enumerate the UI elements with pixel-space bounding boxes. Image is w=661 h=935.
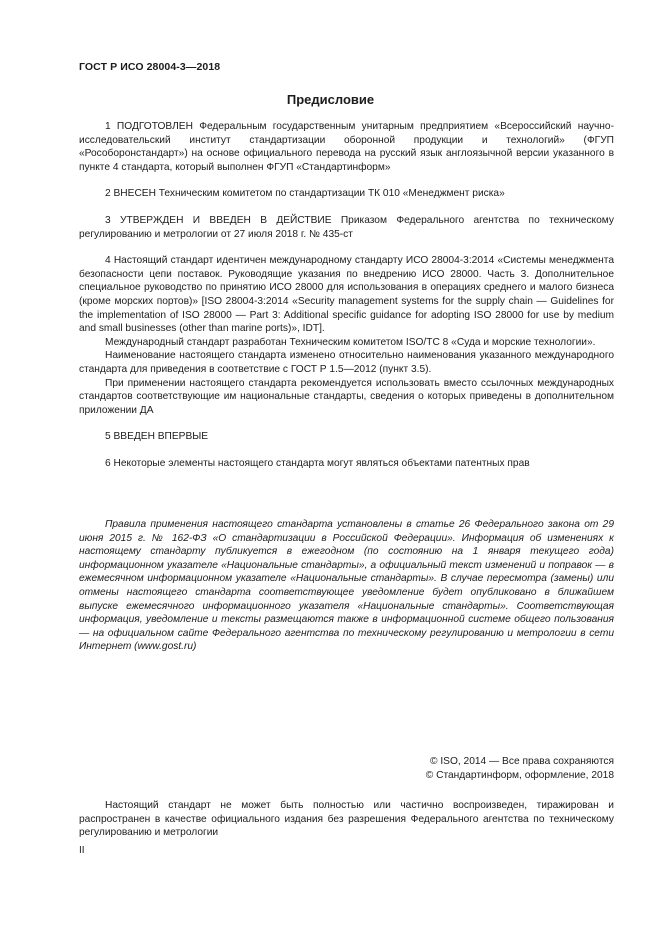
page-title: Предисловие xyxy=(286,92,375,107)
paragraph-5: 5 ВВЕДЕН ВПЕРВЫЕ xyxy=(105,431,209,443)
reproduction-notice-text: Настоящий стандарт не может быть полностью или частично воспроизведен, тиражирован и распространен в качестве официального издания без разрешения Федерального агентства по техническому регулированию и метрологии xyxy=(79,800,614,839)
paragraph-4c: Наименование настоящего стандарта изменено относительно наименования указанного международного стандарта для приведения в соответствие с ГОСТ Р 1.5—2012 (пункт 3.5). xyxy=(79,350,614,375)
paragraph-4d: При применении настоящего стандарта рекомендуется использовать вместо ссылочных международных стандартов соответствующие им национальные стандарты, сведения о которых приведены в дополнительном приложении ДА xyxy=(79,377,614,416)
copyright-block xyxy=(426,755,614,783)
page-number: II xyxy=(79,845,85,856)
application-rules-notice xyxy=(79,518,614,654)
copyright-standartinform: © Стандартинформ, оформление, 2018 xyxy=(425,770,614,781)
document-header: ГОСТ Р ИСО 28004-3—2018 xyxy=(79,61,221,73)
paragraph-2: 2 ВНЕСЕН Техническим комитетом по стандартизации ТК 010 «Менеджмент риска» xyxy=(105,188,505,200)
paragraph-6: 6 Некоторые элементы настоящего стандарта могут являться объектами патентных прав xyxy=(105,457,530,469)
reproduction-notice xyxy=(79,799,614,840)
paragraph-4b: Международный стандарт разработан Техническим комитетом ISO/TC 8 «Суда и морские технологии». xyxy=(105,336,596,348)
paragraph-3: 3 УТВЕРЖДЕН И ВВЕДЕН В ДЕЙСТВИЕ Приказом Федерального агентства по техническому регулированию и метрологии от 27 июля 2018 г. № 435-ст xyxy=(79,214,614,240)
paragraph-4: 4 Настоящий стандарт идентичен международному стандарту ИСО 28004-3:2014 «Системы менеджмента безопасности цепи поставок. Руководящие указания по внедрению ИСО 28000. Часть 3. Дополнительное специальное руководство по принятию ИСО 28000 для использования в операциях среднего и малого бизнеса (кроме морских портов)» [ISO 28004-3:2014 «Security management systems for the supply chain — Guidelines for the implementation of ISO 28000 — Part 3: Additional specific guidance for adopting ISO 28000 for use by medium and small businesses (other than marine ports)», IDT]. xyxy=(79,255,614,335)
copyright-iso: © ISO, 2014 — Все права сохраняются xyxy=(430,756,614,767)
italic-notice-text: Правила применения настоящего стандарта установлены в статье 26 Федерального закона от 29 июня 2015 г. № 162-ФЗ «О стандартизации в Российской Федерации». Информация об изменениях к настоящему стандарту публикуется в ежегодном (по состоянию на 1 января текущего года) информационном указателе «Национальные стандарты», а официальный текст изменений и поправок — в ежемесячном информационном указателе «Национальные стандарты». В случае пересмотра (замены) или отмены настоящего стандарта соответствующее уведомление будет опубликовано в ближайшем выпуске ежемесячного информационного указателя «Национальные стандарты». Соответствующая информация, уведомление и тексты размещаются также в информационной системе общего пользования — на официальном сайте Федерального агентства по техническому регулированию и метрологии в сети Интернет (www.gost.ru) xyxy=(79,519,614,653)
paragraph-1: 1 ПОДГОТОВЛЕН Федеральным государственным унитарным предприятием «Всероссийский научно-исследовательский институт стандартизации оборонной продукции и технологий» (ФГУП «Рособоронстандарт») на основе официального перевода на русский язык англоязычной версии указанного в пункте 4 стандарта, который выполнен ФГУП «Стандартинформ» xyxy=(79,121,614,173)
foreword-body xyxy=(79,120,614,470)
